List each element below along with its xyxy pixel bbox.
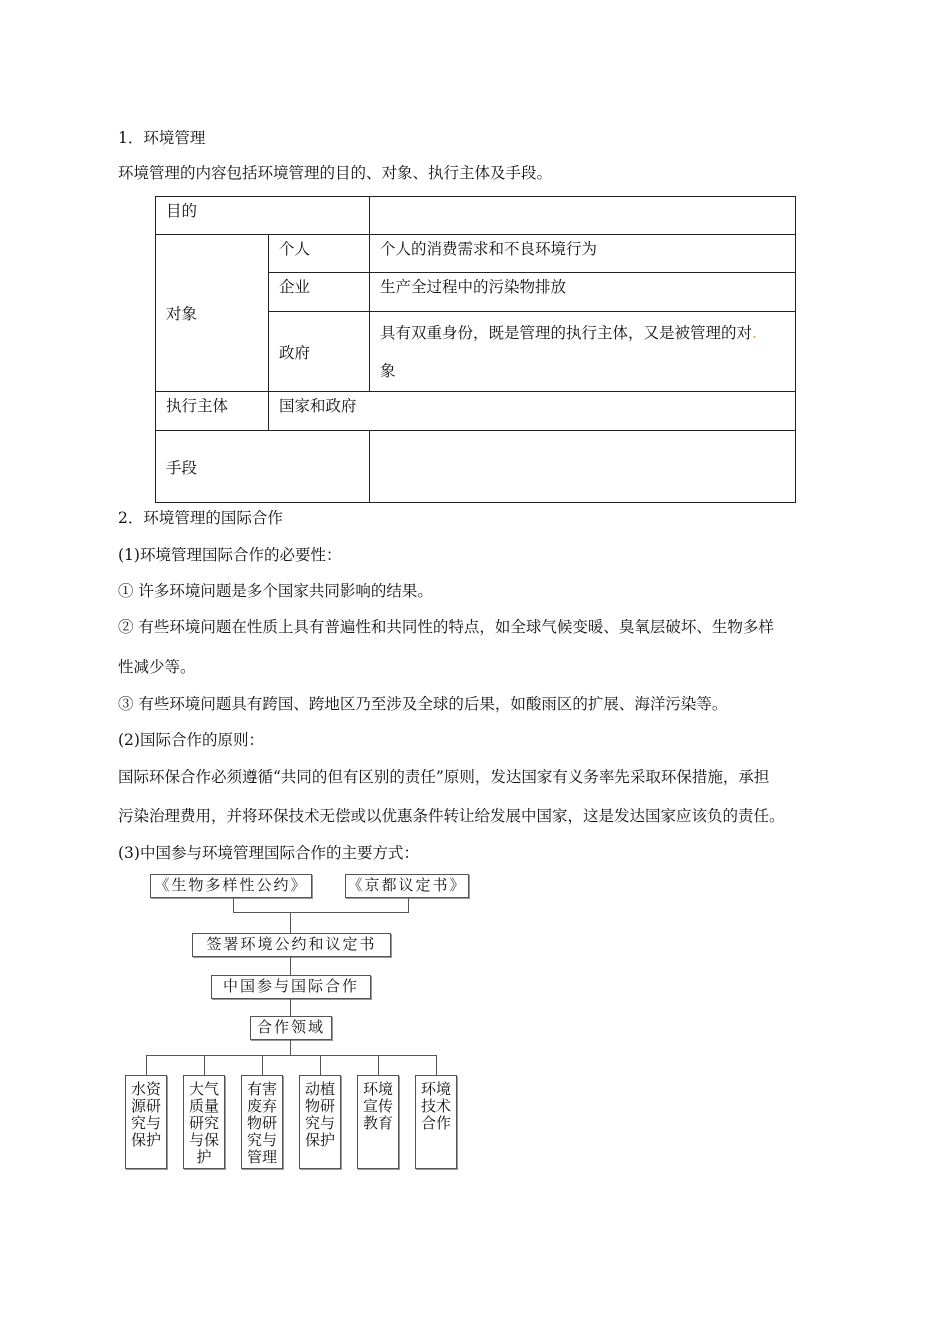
object-enterprise-value: 生产全过程中的污染物排放 xyxy=(370,273,796,312)
connector xyxy=(204,1055,205,1075)
box-cooperation-fields: 合作领域 xyxy=(250,1016,332,1040)
necessity-subheading: (1)环境管理国际合作的必要性： xyxy=(118,546,342,564)
object-government-value: 具有双重身份，既是管理的执行主体，又是被管理的对. 象 xyxy=(370,312,796,392)
area-hazardous-waste: 有害 废弃 物研 究与 管理 xyxy=(241,1075,283,1169)
object-label: 对象 xyxy=(156,235,269,392)
connector xyxy=(233,912,409,913)
necessity-item-3: ③ 有些环境问题具有跨国、跨地区乃至涉及全球的后果，如酸雨区的扩展、海洋污染等。 xyxy=(118,695,728,713)
object-individual-value: 个人的消费需求和不良环境行为 xyxy=(370,235,796,273)
principle-subheading: (2)国际合作的原则： xyxy=(118,731,264,749)
purpose-value xyxy=(370,197,796,235)
connector xyxy=(262,1055,263,1075)
box-china-participation: 中国参与国际合作 xyxy=(211,975,371,999)
connector xyxy=(290,1039,291,1055)
section1-intro: 环境管理的内容包括环境管理的目的、对象、执行主体及手段。 xyxy=(118,164,553,182)
necessity-item-1: ① 许多环境问题是多个国家共同影响的结果。 xyxy=(118,582,433,600)
connector xyxy=(320,1055,321,1075)
connector xyxy=(290,912,291,933)
connector xyxy=(290,956,291,975)
environment-management-table xyxy=(155,196,796,503)
connector xyxy=(408,897,409,912)
connector xyxy=(233,897,234,912)
connector xyxy=(146,1055,147,1075)
object-enterprise-label: 企业 xyxy=(269,273,370,312)
executor-value: 国家和政府 xyxy=(269,392,796,431)
object-individual-label: 个人 xyxy=(269,235,370,273)
means-label: 手段 xyxy=(156,431,370,503)
executor-label: 执行主体 xyxy=(156,392,269,431)
box-biodiversity-convention: 《生物多样性公约》 xyxy=(150,874,312,898)
purpose-label: 目的 xyxy=(156,197,370,235)
government-value-line2: 象 xyxy=(380,361,396,380)
section2-heading: 2．环境管理的国际合作 xyxy=(118,509,283,527)
connector xyxy=(290,998,291,1016)
necessity-item-2-line1: ② 有些环境问题在性质上具有普遍性和共同性的特点，如全球气候变暖、臭氧层破坏、生物多样 xyxy=(118,618,774,636)
principle-line2: 污染治理费用，并将环保技术无偿或以优惠条件转让给发展中国家，这是发达国家应该负的责任。 xyxy=(118,807,785,825)
area-environmental-technology: 环境 技术 合作 xyxy=(415,1075,457,1169)
principle-line1: 国际环保合作必须遵循“共同的但有区别的责任”原则，发达国家有义务率先采取环保措施，承担 xyxy=(118,768,770,786)
cooperation-ways-subheading: (3)中国参与环境管理国际合作的主要方式： xyxy=(118,844,419,862)
connector xyxy=(436,1055,437,1075)
box-sign-conventions: 签署环境公约和议定书 xyxy=(192,933,391,957)
government-value-line1: 具有双重身份，既是管理的执行主体，又是被管理的对 xyxy=(380,323,753,342)
box-kyoto-protocol: 《京都议定书》 xyxy=(345,874,469,898)
object-government-label: 政府 xyxy=(269,312,370,392)
connector xyxy=(146,1055,437,1056)
area-air-quality: 大气 质量 研究 与保 护 xyxy=(183,1075,225,1169)
section1-heading: 1．环境管理 xyxy=(118,129,206,147)
means-value xyxy=(370,431,796,503)
connector xyxy=(378,1055,379,1075)
area-flora-fauna: 动植 物研 究与 保护 xyxy=(299,1075,341,1169)
area-water-resources: 水资 源研 究与 保护 xyxy=(125,1075,167,1169)
necessity-item-2-line2: 性减少等。 xyxy=(118,658,196,676)
area-environmental-education: 环境 宣传 教育 xyxy=(357,1075,399,1169)
